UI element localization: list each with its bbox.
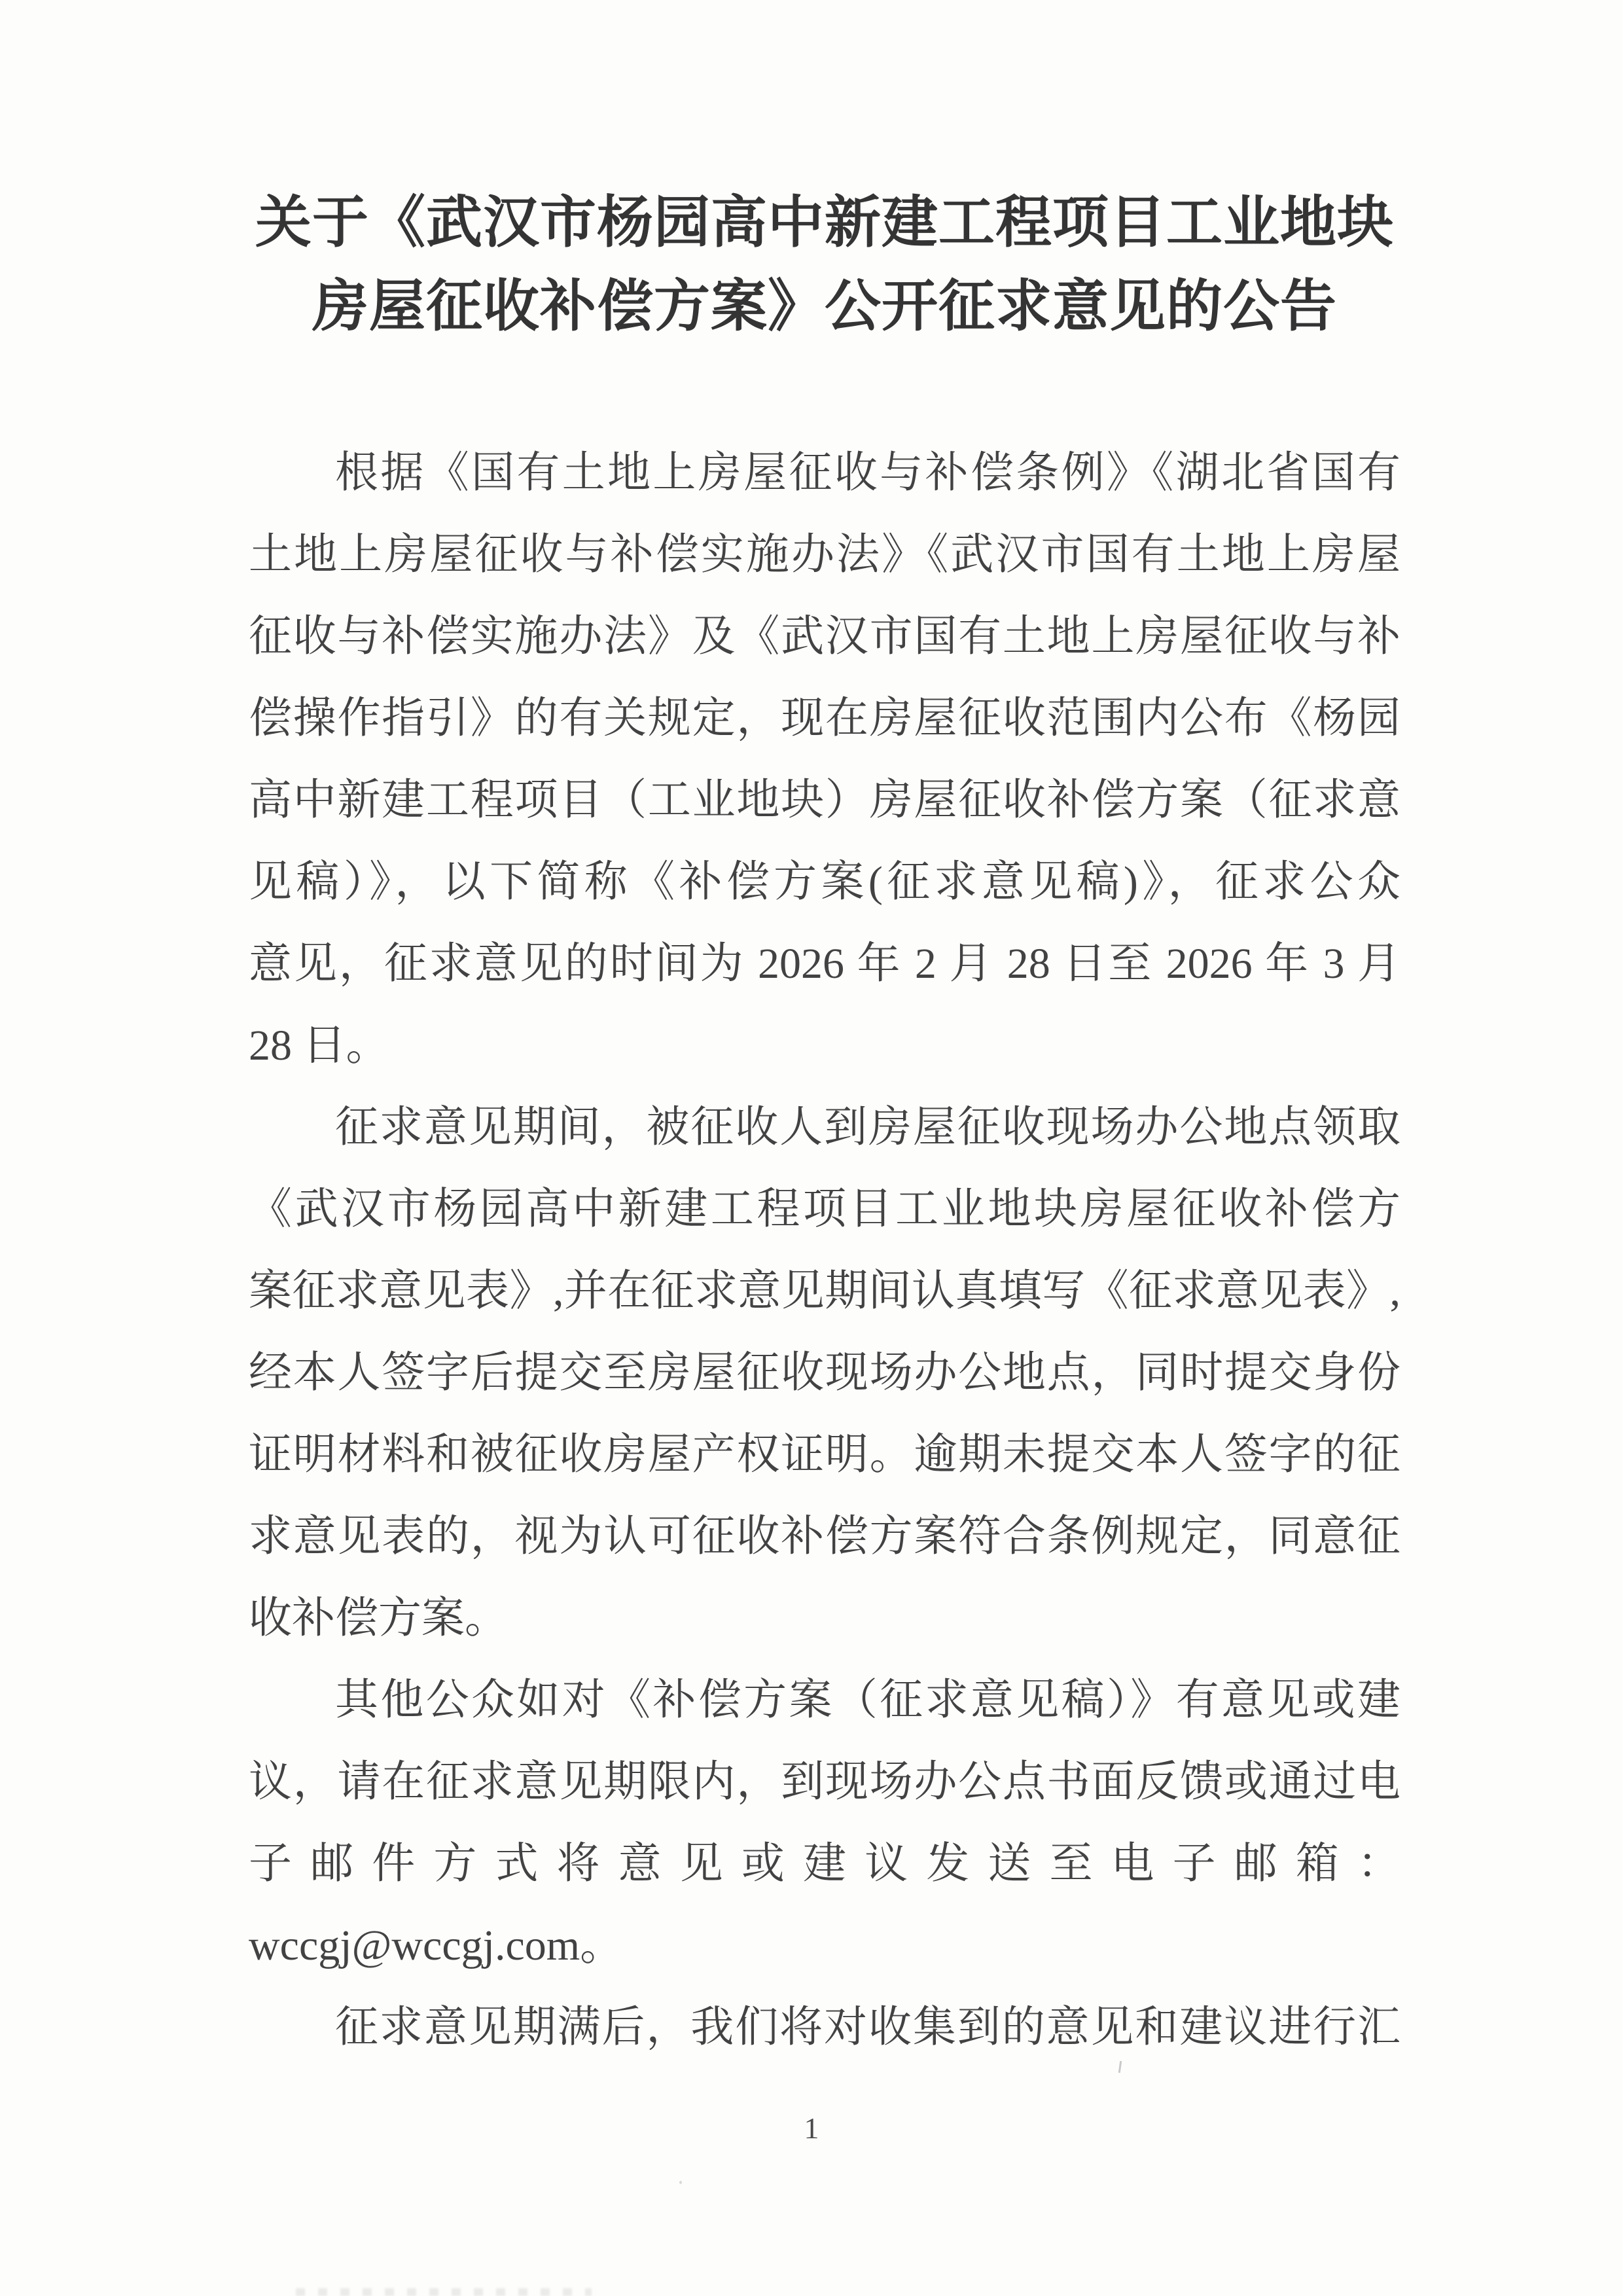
body-line: 偿操作指引》的有关规定，现在房屋征收范围内公布《杨园 (249, 694, 1400, 742)
body-line: 《武汉市杨园高中新建工程项目工业地块房屋征收补偿方 (249, 1185, 1400, 1233)
document-body (249, 432, 1400, 2068)
body-line: 28 日。 (249, 1022, 389, 1069)
body-line: 议，请在征求意见期限内，到现场办公点书面反馈或通过电 (249, 1758, 1400, 1806)
body-line: 意见，征求意见的时间为 2026 年 2 月 28 日至 2026 年 3 月 (249, 940, 1400, 988)
body-line: 见稿）》，以下简称《补偿方案(征求意见稿)》，征求公众 (249, 858, 1400, 906)
body-line: 征求意见期满后，我们将对收集到的意见和建议进行汇 (335, 2003, 1400, 2051)
body-line: 子邮件方式将意见或建议发送至电子邮箱： (249, 1840, 1400, 1888)
body-line: 征求意见期间，被征收人到房屋征收现场办公地点领取 (335, 1103, 1400, 1151)
body-line: 高中新建工程项目（工业地块）房屋征收补偿方案（征求意 (249, 776, 1400, 824)
page-title (249, 181, 1400, 348)
email-line: wccgj@wccgj.com。 (249, 1922, 624, 1969)
body-line: 求意见表的，视为认可征收补偿方案符合条例规定，同意征 (249, 1513, 1400, 1560)
scan-smudge (296, 2288, 592, 2296)
title-line-1: 关于《武汉市杨园高中新建工程项目工业地块 (255, 191, 1394, 254)
title-line-2: 房屋征收补偿方案》公开征求意见的公告 (312, 275, 1337, 338)
scan-speck (679, 2181, 682, 2184)
body-line: 收补偿方案。 (249, 1594, 508, 1642)
body-line: 根据《国有土地上房屋征收与补偿条例》《湖北省国有 (335, 449, 1400, 497)
body-line: 案征求意见表》,并在征求意见期间认真填写《征求意见表》, (249, 1267, 1400, 1315)
body-line: 征收与补偿实施办法》及《武汉市国有土地上房屋征收与补 (249, 613, 1400, 660)
body-line: 经本人签字后提交至房屋征收现场办公地点，同时提交身份 (249, 1349, 1400, 1397)
body-line: 其他公众如对《补偿方案（征求意见稿）》有意见或建 (335, 1676, 1400, 1724)
page-number: 1 (804, 2111, 819, 2145)
body-line: 土地上房屋征收与补偿实施办法》《武汉市国有土地上房屋 (249, 531, 1400, 579)
body-line: 证明材料和被征收房屋产权证明。逾期未提交本人签字的征 (249, 1431, 1400, 1479)
